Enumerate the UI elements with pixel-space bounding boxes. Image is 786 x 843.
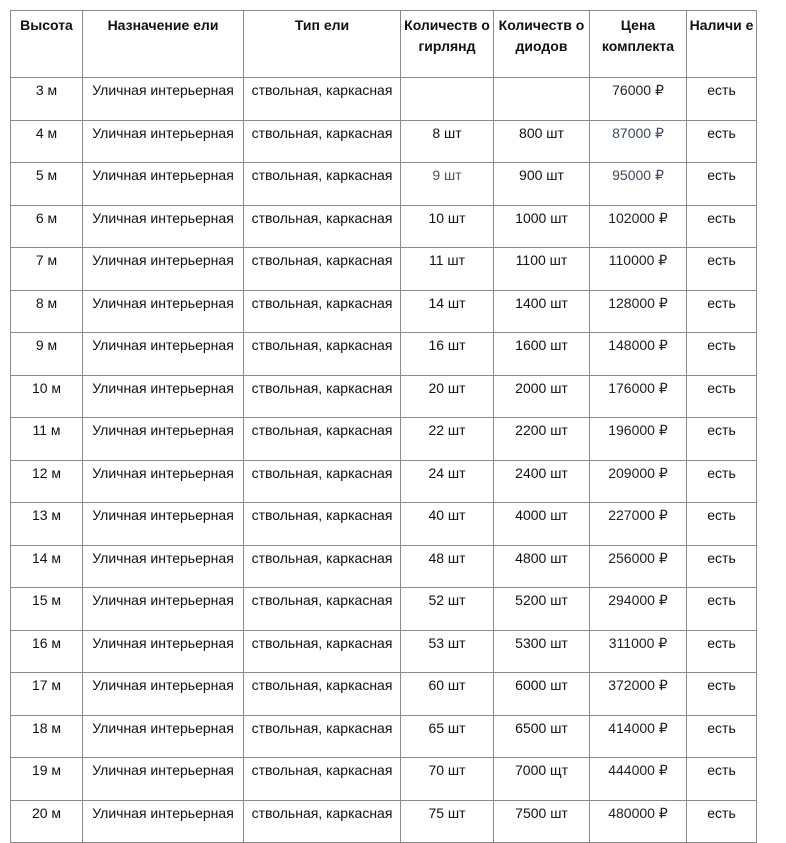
cell-garlands: 14 шт — [401, 290, 494, 333]
cell-purpose: Уличная интерьерная — [83, 375, 244, 418]
cell-height: 17 м — [11, 673, 83, 716]
table-row — [11, 758, 757, 801]
table-row — [11, 673, 757, 716]
cell-price: 148000 ₽ — [590, 333, 687, 376]
cell-diodes: 6500 шт — [494, 715, 590, 758]
cell-availability: есть — [687, 588, 757, 631]
cell-type: ствольная, каркасная — [244, 163, 401, 206]
header-type: Тип ели — [244, 11, 401, 78]
cell-purpose: Уличная интерьерная — [83, 163, 244, 206]
cell-diodes: 5200 шт — [494, 588, 590, 631]
cell-purpose: Уличная интерьерная — [83, 800, 244, 843]
cell-availability: есть — [687, 290, 757, 333]
cell-diodes: 2000 шт — [494, 375, 590, 418]
cell-price: 209000 ₽ — [590, 460, 687, 503]
cell-diodes: 5300 шт — [494, 630, 590, 673]
cell-price: 256000 ₽ — [590, 545, 687, 588]
cell-price: 311000 ₽ — [590, 630, 687, 673]
header-height: Высота — [11, 11, 83, 78]
cell-garlands: 22 шт — [401, 418, 494, 461]
cell-availability: есть — [687, 120, 757, 163]
cell-type: ствольная, каркасная — [244, 120, 401, 163]
cell-diodes: 6000 шт — [494, 673, 590, 716]
cell-height: 9 м — [11, 333, 83, 376]
cell-availability: есть — [687, 715, 757, 758]
cell-price: 372000 ₽ — [590, 673, 687, 716]
cell-availability: есть — [687, 205, 757, 248]
cell-availability: есть — [687, 375, 757, 418]
cell-height: 8 м — [11, 290, 83, 333]
table-row — [11, 163, 757, 206]
table-row — [11, 248, 757, 291]
table-row — [11, 800, 757, 843]
cell-height: 18 м — [11, 715, 83, 758]
cell-garlands: 24 шт — [401, 460, 494, 503]
cell-availability: есть — [687, 503, 757, 546]
cell-type: ствольная, каркасная — [244, 545, 401, 588]
table-row — [11, 78, 757, 121]
cell-garlands: 8 шт — [401, 120, 494, 163]
cell-purpose: Уличная интерьерная — [83, 290, 244, 333]
cell-garlands: 9 шт — [401, 163, 494, 206]
cell-garlands: 20 шт — [401, 375, 494, 418]
cell-purpose: Уличная интерьерная — [83, 205, 244, 248]
cell-height: 7 м — [11, 248, 83, 291]
cell-diodes: 2200 шт — [494, 418, 590, 461]
cell-availability: есть — [687, 758, 757, 801]
price-table-container — [10, 10, 757, 843]
header-row — [11, 11, 757, 78]
cell-garlands: 53 шт — [401, 630, 494, 673]
table-row — [11, 715, 757, 758]
table-row — [11, 418, 757, 461]
cell-garlands: 65 шт — [401, 715, 494, 758]
cell-availability: есть — [687, 78, 757, 121]
cell-diodes: 1000 шт — [494, 205, 590, 248]
cell-diodes: 1400 шт — [494, 290, 590, 333]
cell-height: 3 м — [11, 78, 83, 121]
cell-price: 196000 ₽ — [590, 418, 687, 461]
cell-garlands: 16 шт — [401, 333, 494, 376]
cell-type: ствольная, каркасная — [244, 800, 401, 843]
cell-diodes: 4800 шт — [494, 545, 590, 588]
header-diodes: Количеств о диодов — [494, 11, 590, 78]
cell-type: ствольная, каркасная — [244, 248, 401, 291]
cell-height: 6 м — [11, 205, 83, 248]
table-row — [11, 120, 757, 163]
cell-diodes — [494, 78, 590, 121]
cell-availability: есть — [687, 630, 757, 673]
price-table — [10, 10, 757, 843]
cell-price: 102000 ₽ — [590, 205, 687, 248]
cell-price: 176000 ₽ — [590, 375, 687, 418]
cell-garlands: 10 шт — [401, 205, 494, 248]
cell-availability: есть — [687, 460, 757, 503]
cell-purpose: Уличная интерьерная — [83, 120, 244, 163]
header-garlands: Количеств о гирлянд — [401, 11, 494, 78]
cell-type: ствольная, каркасная — [244, 715, 401, 758]
header-price: Цена комплекта — [590, 11, 687, 78]
cell-height: 4 м — [11, 120, 83, 163]
cell-type: ствольная, каркасная — [244, 503, 401, 546]
header-purpose: Назначение ели — [83, 11, 244, 78]
cell-purpose: Уличная интерьерная — [83, 503, 244, 546]
cell-height: 13 м — [11, 503, 83, 546]
cell-purpose: Уличная интерьерная — [83, 418, 244, 461]
cell-purpose: Уличная интерьерная — [83, 715, 244, 758]
cell-availability: есть — [687, 673, 757, 716]
cell-diodes: 2400 шт — [494, 460, 590, 503]
cell-height: 16 м — [11, 630, 83, 673]
cell-price: 128000 ₽ — [590, 290, 687, 333]
cell-type: ствольная, каркасная — [244, 418, 401, 461]
cell-garlands: 75 шт — [401, 800, 494, 843]
table-row — [11, 545, 757, 588]
table-row — [11, 205, 757, 248]
cell-height: 20 м — [11, 800, 83, 843]
cell-purpose: Уличная интерьерная — [83, 673, 244, 716]
cell-diodes: 1600 шт — [494, 333, 590, 376]
cell-diodes: 4000 шт — [494, 503, 590, 546]
cell-height: 15 м — [11, 588, 83, 631]
cell-price: 294000 ₽ — [590, 588, 687, 631]
cell-height: 5 м — [11, 163, 83, 206]
cell-price: 414000 ₽ — [590, 715, 687, 758]
cell-garlands: 70 шт — [401, 758, 494, 801]
cell-diodes: 7000 щт — [494, 758, 590, 801]
cell-garlands — [401, 78, 494, 121]
cell-garlands: 11 шт — [401, 248, 494, 291]
cell-purpose: Уличная интерьерная — [83, 588, 244, 631]
cell-price: 95000 ₽ — [590, 163, 687, 206]
cell-diodes: 900 шт — [494, 163, 590, 206]
cell-price: 76000 ₽ — [590, 78, 687, 121]
cell-availability: есть — [687, 333, 757, 376]
table-row — [11, 290, 757, 333]
cell-availability: есть — [687, 248, 757, 291]
cell-type: ствольная, каркасная — [244, 460, 401, 503]
cell-height: 14 м — [11, 545, 83, 588]
cell-garlands: 40 шт — [401, 503, 494, 546]
cell-purpose: Уличная интерьерная — [83, 333, 244, 376]
cell-purpose: Уличная интерьерная — [83, 545, 244, 588]
cell-height: 10 м — [11, 375, 83, 418]
table-row — [11, 333, 757, 376]
cell-type: ствольная, каркасная — [244, 205, 401, 248]
table-row — [11, 375, 757, 418]
cell-type: ствольная, каркасная — [244, 333, 401, 376]
cell-price: 444000 ₽ — [590, 758, 687, 801]
cell-type: ствольная, каркасная — [244, 758, 401, 801]
cell-purpose: Уличная интерьерная — [83, 248, 244, 291]
cell-type: ствольная, каркасная — [244, 375, 401, 418]
table-row — [11, 503, 757, 546]
cell-diodes: 7500 шт — [494, 800, 590, 843]
cell-type: ствольная, каркасная — [244, 78, 401, 121]
cell-availability: есть — [687, 545, 757, 588]
header-availability: Наличи е — [687, 11, 757, 78]
cell-type: ствольная, каркасная — [244, 588, 401, 631]
cell-availability: есть — [687, 418, 757, 461]
cell-type: ствольная, каркасная — [244, 673, 401, 716]
cell-availability: есть — [687, 800, 757, 843]
cell-purpose: Уличная интерьерная — [83, 630, 244, 673]
cell-purpose: Уличная интерьерная — [83, 78, 244, 121]
cell-purpose: Уличная интерьерная — [83, 758, 244, 801]
cell-diodes: 800 шт — [494, 120, 590, 163]
cell-price: 480000 ₽ — [590, 800, 687, 843]
cell-purpose: Уличная интерьерная — [83, 460, 244, 503]
cell-height: 11 м — [11, 418, 83, 461]
cell-price: 227000 ₽ — [590, 503, 687, 546]
cell-height: 12 м — [11, 460, 83, 503]
cell-availability: есть — [687, 163, 757, 206]
table-row — [11, 630, 757, 673]
table-row — [11, 588, 757, 631]
cell-type: ствольная, каркасная — [244, 630, 401, 673]
cell-height: 19 м — [11, 758, 83, 801]
cell-diodes: 1100 шт — [494, 248, 590, 291]
table-row — [11, 460, 757, 503]
cell-price: 110000 ₽ — [590, 248, 687, 291]
cell-garlands: 60 шт — [401, 673, 494, 716]
cell-type: ствольная, каркасная — [244, 290, 401, 333]
cell-garlands: 52 шт — [401, 588, 494, 631]
cell-garlands: 48 шт — [401, 545, 494, 588]
cell-price: 87000 ₽ — [590, 120, 687, 163]
